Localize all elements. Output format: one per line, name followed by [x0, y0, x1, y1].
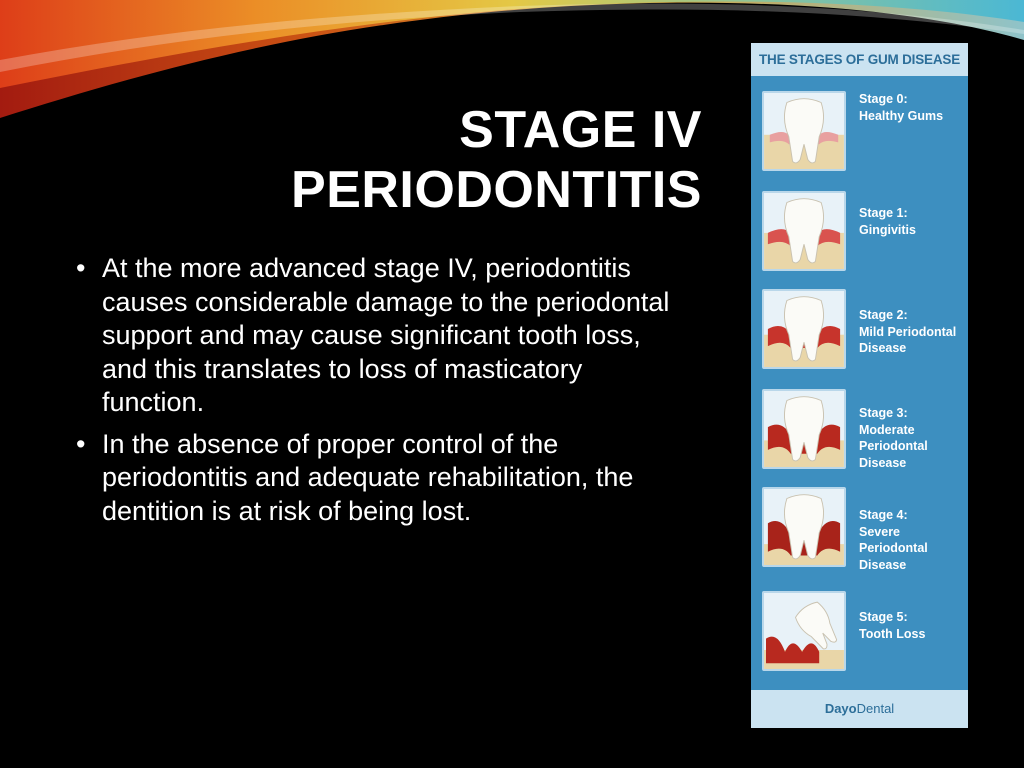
stage-label-line: Disease [859, 341, 907, 355]
stage-3-label [859, 405, 967, 471]
severe-periodontal-tooth-image [762, 487, 846, 567]
stage-5-label [859, 609, 967, 642]
stage-label-line: Stage 0: [859, 92, 908, 106]
stage-0-label [859, 91, 967, 124]
bullet-text: In the absence of proper control of the periodontitis and adequate rehabilitation, the dentition is at risk of being lost. [102, 428, 634, 526]
stage-label-line: Disease [859, 455, 907, 470]
tooth-loss-image [762, 591, 846, 671]
bullet-item [74, 252, 674, 420]
stage-3 [751, 389, 968, 471]
bullet-item [74, 428, 674, 529]
stage-label-line: Gingivitis [859, 222, 916, 237]
title-line-1: STAGE IV [459, 101, 702, 159]
stage-label-line: Stage 3: [859, 406, 908, 420]
stage-4-label [859, 507, 967, 573]
brand-logo-part1: Dayo [824, 701, 857, 716]
stage-5 [751, 591, 968, 673]
brand-footer [751, 690, 968, 728]
bullet-list [74, 252, 674, 536]
stage-4 [751, 487, 968, 572]
stage-label-line: Stage 4: [859, 508, 908, 522]
bullet-dot: • [76, 253, 86, 283]
stage-1-label [859, 205, 967, 238]
moderate-periodontal-tooth-image [762, 389, 846, 469]
bullet-dot: • [76, 428, 86, 459]
mild-periodontal-tooth-image [762, 289, 846, 369]
stage-label-line: Disease [859, 557, 907, 572]
stage-label-line: Stage 2: [859, 308, 908, 322]
stage-label-line: Stage 5: [859, 610, 908, 624]
stage-label-line: Stage 1: [859, 206, 908, 220]
stage-label-line: Severe Periodontal [859, 524, 928, 555]
slide-title [291, 100, 702, 220]
gum-disease-infographic [751, 43, 968, 728]
stage-0 [751, 91, 968, 173]
stage-2 [751, 289, 968, 371]
stage-label-line: Moderate Periodontal [859, 422, 928, 453]
stage-1 [751, 191, 968, 273]
infographic-heading: THE STAGES OF GUM DISEASE [751, 43, 968, 76]
stage-2-label [859, 307, 967, 357]
gingivitis-tooth-image [762, 191, 846, 271]
healthy-tooth-image [762, 91, 846, 171]
title-line-2: PERIODONTITIS [291, 161, 702, 219]
stage-label-line: Mild Periodontal [859, 324, 957, 339]
bullet-text: At the more advanced stage IV, periodontitis causes considerable damage to the periodontal support and may cause significant tooth loss, and this translates to loss of masticatory function. [102, 253, 670, 417]
stage-label-line: Healthy Gums [859, 108, 944, 123]
stage-label-line: Tooth Loss [859, 626, 926, 641]
brand-logo-part2: Dental [856, 701, 895, 716]
